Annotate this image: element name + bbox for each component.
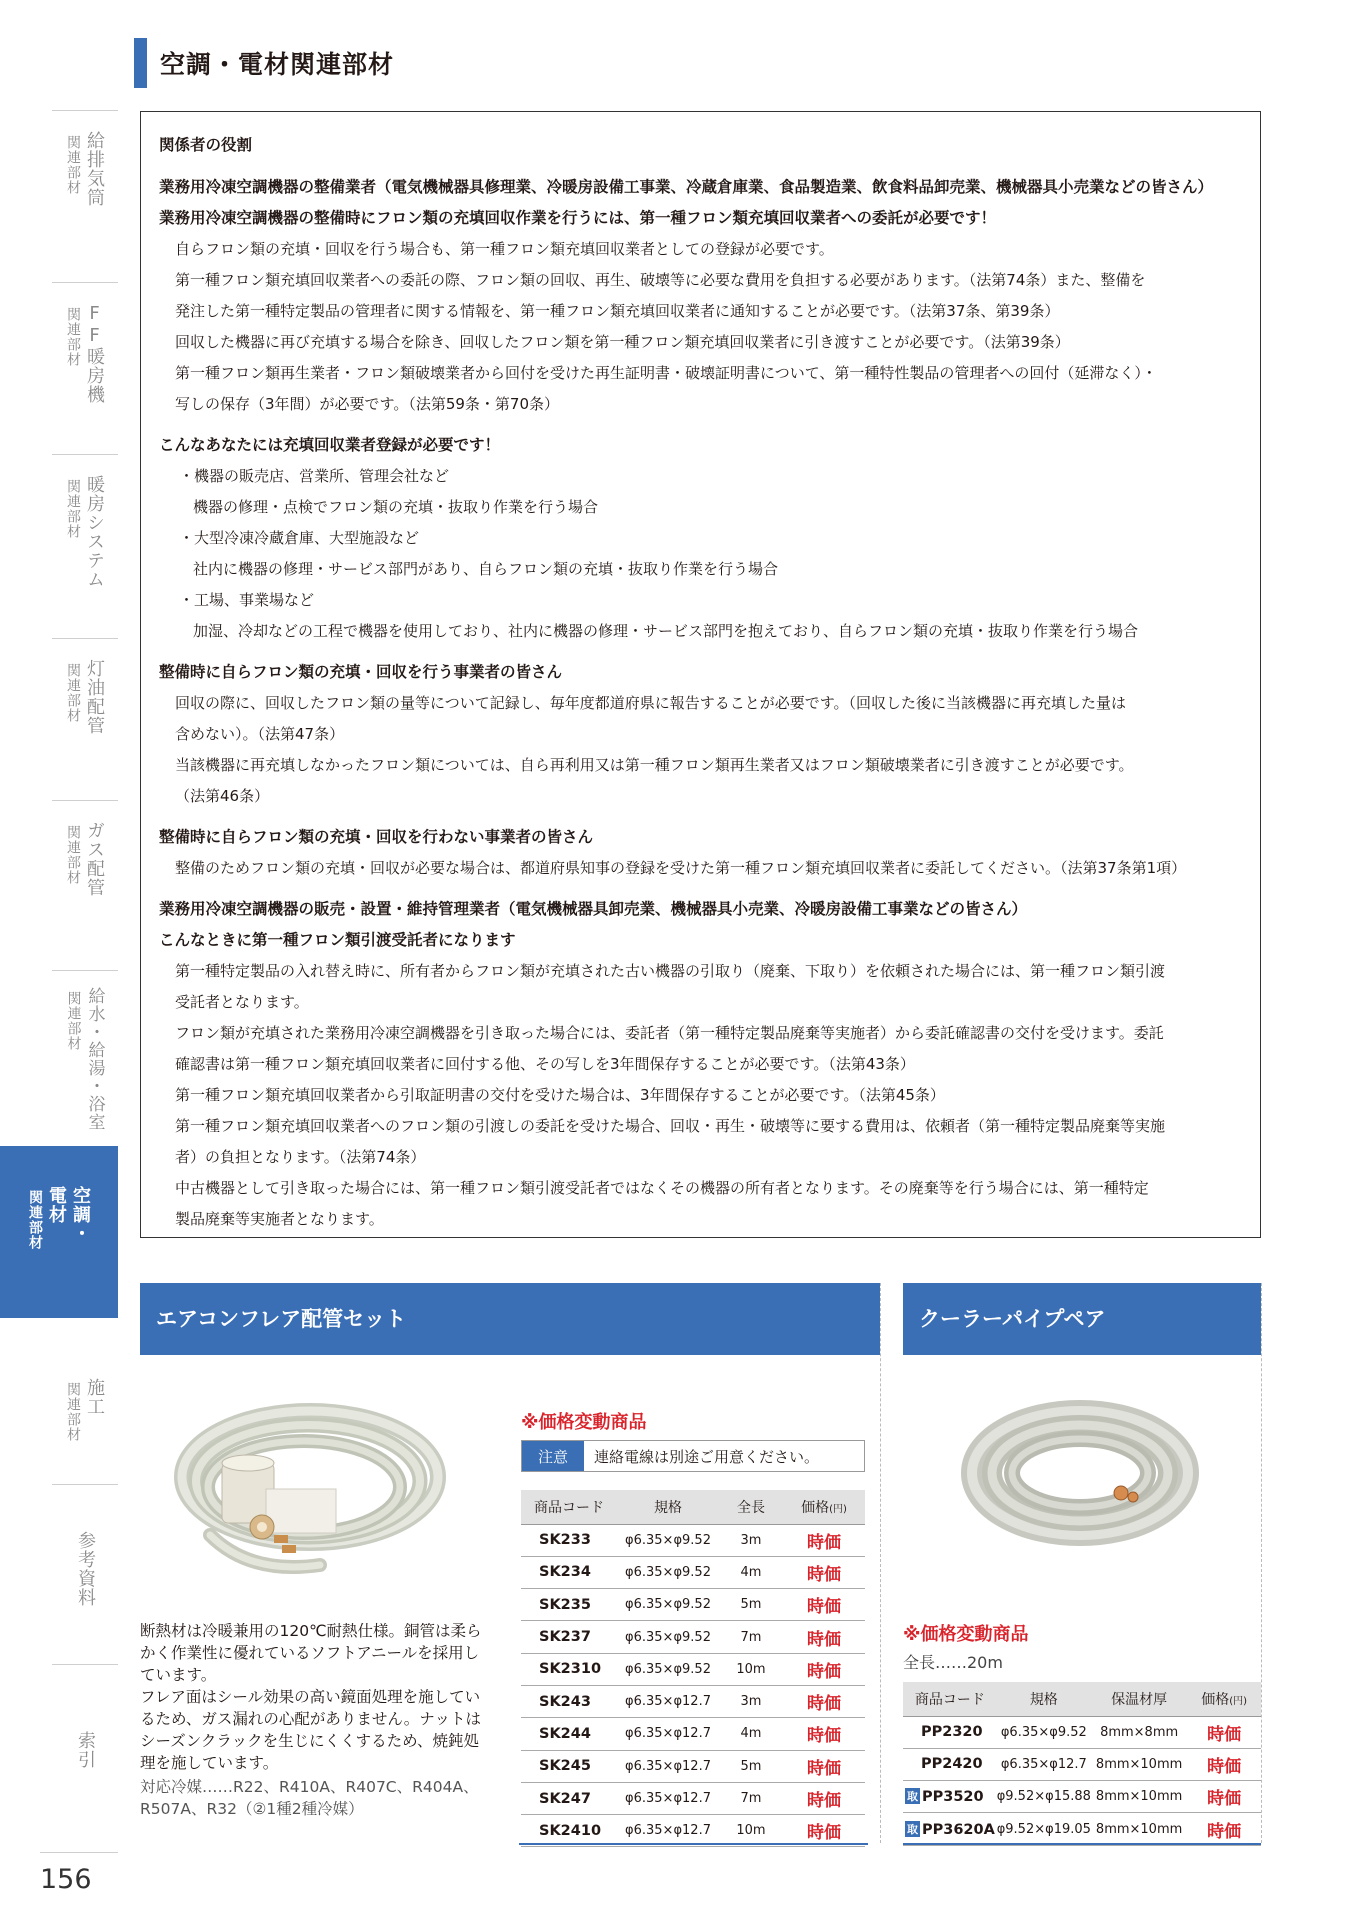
product-code: PP3520 [922,1789,984,1806]
sidebar-item-sublabel: 関連部材 [65,1382,81,1442]
cell-spec: φ9.52×φ19.05 [997,1813,1091,1845]
roles-info-box [140,111,1261,1238]
sidebar-item-sublabel: 関連部材 [65,991,82,1051]
cell-spec: φ6.35×φ9.52 [617,1621,719,1653]
table-header-row [903,1682,1261,1716]
cell-price: 時価 [1187,1813,1261,1845]
table-row [521,1718,865,1750]
cell-length: 5m [719,1589,783,1621]
sidebar-item-label: 給水・給湯・浴室 [84,987,105,1131]
section-divider [880,1283,881,1843]
flare-pipe-set-photo [170,1385,450,1585]
cell-code: SK235 [521,1589,617,1621]
sidebar-item-label: 空調・ [70,1186,91,1243]
order-mark-badge: 取 [907,1822,918,1836]
col-header-thickness: 保温材厚 [1091,1682,1187,1716]
col-header-spec: 規格 [617,1490,719,1524]
total-length-note: 全長……20m [903,1653,1003,1672]
sidebar-item-sublabel: 関連部材 [65,825,81,885]
cell-thickness: 8mm×8mm [1091,1716,1187,1748]
sidebar-item-kerosene-pipe[interactable] [52,638,118,800]
cell-length: 3m [719,1685,783,1717]
col-header-code: 商品コード [521,1490,617,1524]
table-row [521,1589,865,1621]
sidebar-item-label: 索引 [75,1731,96,1769]
cooler-pipe-title-underline [903,1353,1261,1355]
paragraph: 第一種フロン類再生業者・フロン類破壊業者から回付を受けた再生証明書・破壊証明書について、第一種特性製品の管理者への回付（延滞なく）・ 写しの保存（3年間）が必要です。（法第59条・第70条） [175,364,1157,413]
table-row [521,1685,865,1717]
header-accent-bar [134,38,147,88]
flare-set-description [140,1620,485,1820]
page-title: 空調・電材関連部材 [160,50,395,79]
sidebar-item-label: 参考資料 [75,1531,96,1607]
cell-spec: φ6.35×φ9.52 [617,1653,719,1685]
sidebar-item-label: ガス配管 [84,821,105,897]
cell-spec: φ6.35×φ12.7 [617,1685,719,1717]
refrigerant-list: 対応冷媒……R22、R410A、R407C、R404A、R507A、R32（②1種2種冷媒） [140,1778,479,1818]
paragraph: 回収の際に、回収したフロン類の量等について記録し、毎年度都道府県に報告することが必要です。（回収した後に当該機器に再充填した量は 含めない）。（法第47条） [175,694,1127,743]
paragraph: 回収した機器に再び充填する場合を除き、回収したフロン類を第一種フロン類充填回収業者に引き渡すことが必要です。（法第39条） [175,333,1070,351]
cell-code [903,1748,997,1780]
cell-code [903,1813,997,1845]
paragraph: 自らフロン類の充填・回収を行う場合も、第一種フロン類充填回収業者としての登録が必要です。 [175,240,834,258]
cell-thickness: 8mm×10mm [1091,1813,1187,1845]
cell-spec: φ6.35×φ9.52 [617,1556,719,1588]
paragraph: 中古機器として引き取った場合には、第一種フロン類引渡受託者ではなくその機器の所有者となります。その廃棄等を行う場合には、第一種特定 製品廃棄等実施者となります。 [175,1179,1149,1228]
section-heading: こんなときに第一種フロン類引渡受託者になります [159,931,516,949]
sidebar-item-gas-pipe[interactable] [52,800,118,970]
cell-price: 時価 [783,1589,865,1621]
cell-price: 時価 [783,1750,865,1782]
cell-price: 時価 [783,1621,865,1653]
cell-thickness: 8mm×10mm [1091,1781,1187,1813]
price-variable-note: ※価格変動商品 [903,1624,1029,1645]
paragraph: 第一種フロン類充填回収業者へのフロン類の引渡しの委託を受けた場合、回収・再生・破壊等に要する費用は、依頼者（第一種特定製品廃棄等実施 者）の負担となります。（法第74条） [175,1117,1166,1166]
col-header-price: 価格(円) [1187,1682,1261,1716]
page-number: 156 [40,1864,92,1895]
cell-length: 5m [719,1750,783,1782]
cell-price: 時価 [783,1815,865,1847]
description-text: 断熱材は冷暖兼用の120℃耐熱仕様。銅管は柔らかく作業性に優れているソフトアニールを採用しています。 [140,1622,482,1684]
cell-code: SK244 [521,1718,617,1750]
cell-price: 時価 [783,1556,865,1588]
cell-spec: φ6.35×φ9.52 [997,1716,1091,1748]
table-row [903,1748,1261,1780]
cell-code: SK243 [521,1685,617,1717]
cell-spec: φ9.52×φ15.88 [997,1781,1091,1813]
cell-code: SK237 [521,1621,617,1653]
product-code: PP2420 [921,1756,983,1773]
table-row [521,1621,865,1653]
price-variable-note: ※価格変動商品 [521,1412,647,1433]
paragraph: 当該機器に再充填しなかったフロン類については、自ら再利用又は第一種フロン類再生業者又はフロン類破壊業者に引き渡すことが必要です。 （法第46条） [175,756,1134,805]
description-text: フレア面はシール効果の高い鏡面処理を施しているため、ガス漏れの心配がありません。ナットはシーズンクラックを生じにくくするため、焼鈍処理を施しています。 [140,1688,482,1772]
sidebar-item-exhaust[interactable] [52,110,118,282]
sidebar-item-label: 給排気筒 [84,131,105,207]
cell-spec: φ6.35×φ12.7 [617,1718,719,1750]
cell-code: SK2310 [521,1653,617,1685]
cooler-pipe-photo [955,1385,1205,1565]
cell-code: SK245 [521,1750,617,1782]
caution-tag: 注意 [522,1441,584,1471]
order-mark-badge: 取 [907,1790,918,1804]
flare-set-title-underline [140,1353,880,1355]
section-heading: 関係者の役割 [159,136,253,154]
table-row [903,1716,1261,1748]
cell-length: 7m [719,1782,783,1814]
section-heading: こんなあなたには充填回収業者登録が必要です！ [159,436,501,454]
cell-spec: φ6.35×φ12.7 [997,1748,1091,1780]
table-row [521,1815,865,1847]
cell-price: 時価 [783,1718,865,1750]
cell-length: 4m [719,1718,783,1750]
sidebar-item-sublabel: 関連部材 [27,1190,43,1250]
cell-spec: φ6.35×φ12.7 [617,1815,719,1847]
sidebar-item-heating-system[interactable] [52,454,118,638]
caution-box [521,1440,865,1472]
cell-code [903,1716,997,1748]
product-code: PP2320 [921,1724,983,1741]
sidebar-item-sublabel: 関連部材 [65,307,81,367]
cell-price: 時価 [783,1782,865,1814]
bullet-subtext: 社内に機器の修理・サービス部門があり、自らフロン類の充填・抜取り作業を行う場合 [193,560,779,578]
cell-price: 時価 [1187,1716,1261,1748]
paragraph: 第一種フロン類充填回収業者から引取証明書の交付を受けた場合は、3年間保存することが必要です。（法第45条） [175,1086,945,1104]
bullet-subtext: 加湿、冷却などの工程で機器を使用しており、社内に機器の修理・サービス部門を抱えており、自らフロン類の充填・抜取り作業を行う場合 [193,622,1139,640]
table-row [521,1556,865,1588]
product-code: PP3620A [922,1821,995,1838]
section-heading: 業務用冷凍空調機器の販売・設置・維持管理業者（電気機械器具卸売業、機械器具小売業、冷暖房設備工事業などの皆さん） [159,900,1028,918]
table-row [521,1524,865,1556]
cooler-pipe-title: クーラーパイプペア [903,1283,1261,1353]
flare-set-spec-table [521,1490,865,1847]
cell-spec: φ6.35×φ12.7 [617,1782,719,1814]
section-heading: 整備時に自らフロン類の充填・回収を行う事業者の皆さん [159,663,563,681]
sidebar-item-label: 電材 [46,1186,67,1224]
sidebar-item-index[interactable] [52,1664,118,1852]
cell-thickness: 8mm×10mm [1091,1748,1187,1780]
col-header-length: 全長 [719,1490,783,1524]
bullet-item: ・機器の販売店、営業所、管理会社など [179,467,450,485]
cell-price: 時価 [1187,1748,1261,1780]
flare-set-title: エアコンフレア配管セット [140,1283,880,1353]
cell-length: 10m [719,1653,783,1685]
table-header-row [521,1490,865,1524]
sidebar-item-label: 暖房システム [84,475,105,589]
paragraph: 第一種フロン類充填回収業者への委託の際、フロン類の回収、再生、破壊等に必要な費用を負担する必要があります。（法第74条）また、整備を 発注した第一種特定製品の管理者に関する情報を、第一種フロン類充填回収業者に通知することが必要です。（法第37条、第39条） [175,271,1146,320]
sidebar-item-label: 灯油配管 [84,659,105,735]
sidebar-item-sublabel: 関連部材 [65,479,81,539]
table-row [521,1653,865,1685]
bullet-subtext: 機器の修理・点検でフロン類の充填・抜取り作業を行う場合 [193,498,599,516]
cell-code: SK234 [521,1556,617,1588]
cell-length: 3m [719,1524,783,1556]
cell-spec: φ6.35×φ9.52 [617,1589,719,1621]
sidebar-item-sublabel: 関連部材 [65,663,81,723]
cell-price: 時価 [783,1524,865,1556]
cell-code: SK233 [521,1524,617,1556]
sidebar-item-aircon-electric-active[interactable] [0,1146,118,1318]
table-row [521,1750,865,1782]
col-header-code: 商品コード [903,1682,997,1716]
bullet-item: ・大型冷凍冷蔵倉庫、大型施設など [179,529,420,547]
cell-length: 10m [719,1815,783,1847]
paragraph: 整備のためフロン類の充填・回収が必要な場合は、都道府県知事の登録を受けた第一種フロン類充填回収業者に委託してください。（法第37条第1項） [175,859,1187,877]
sidebar-item-label: 施工 [84,1378,105,1416]
section-divider [1261,1283,1262,1843]
sidebar-item-sublabel: 関連部材 [65,135,81,195]
table-row [521,1782,865,1814]
caution-text: 連絡電線は別途ご用意ください。 [594,1447,820,1466]
section-heading: 業務用冷凍空調機器の整備時にフロン類の充填回収作業を行うには、第一種フロン類充填回収業者への委託が必要です！ [159,209,997,227]
cell-code [903,1781,997,1813]
sidebar-item-construction[interactable] [52,1318,118,1484]
table-row [903,1781,1261,1813]
sidebar-item-water-bath[interactable] [52,970,118,1146]
cell-price: 時価 [1187,1781,1261,1813]
cell-price: 時価 [783,1653,865,1685]
page-header [134,38,394,88]
sidebar-item-reference[interactable] [52,1484,118,1664]
col-header-spec: 規格 [997,1682,1091,1716]
paragraph: 第一種特定製品の入れ替え時に、所有者からフロン類が充填された古い機器の引取り（廃棄、下取り）を依頼された場合には、第一種フロン類引渡 受託者となります。 [175,962,1166,1011]
sidebar-item-ff-heater[interactable] [52,282,118,454]
page-number-rule [40,1852,118,1853]
cell-code: SK2410 [521,1815,617,1847]
cell-length: 7m [719,1621,783,1653]
section-heading: 整備時に自らフロン類の充填・回収を行わない事業者の皆さん [159,828,594,846]
cooler-pipe-spec-table [903,1682,1261,1846]
paragraph: フロン類が充填された業務用冷凍空調機器を引き取った場合には、委託者（第一種特定製品廃棄等実施者）から委託確認書の交付を受けます。委託 確認書は第一種フロン類充填回収業者に回付する他、その写しを3年間保存することが必要です。（法第43条） [175,1024,1164,1073]
cell-code: SK247 [521,1782,617,1814]
cell-length: 4m [719,1556,783,1588]
cell-spec: φ6.35×φ12.7 [617,1750,719,1782]
table-row [903,1813,1261,1845]
section-heading: 業務用冷凍空調機器の整備業者（電気機械器具修理業、冷暖房設備工事業、冷蔵倉庫業、食品製造業、飲食料品卸売業、機械器具小売業などの皆さん） [159,178,1214,196]
sidebar-item-label: FF暖房機 [84,303,105,404]
col-header-price: 価格(円) [783,1490,865,1524]
cell-price: 時価 [783,1685,865,1717]
cell-spec: φ6.35×φ9.52 [617,1524,719,1556]
bullet-item: ・工場、事業場など [179,591,315,609]
